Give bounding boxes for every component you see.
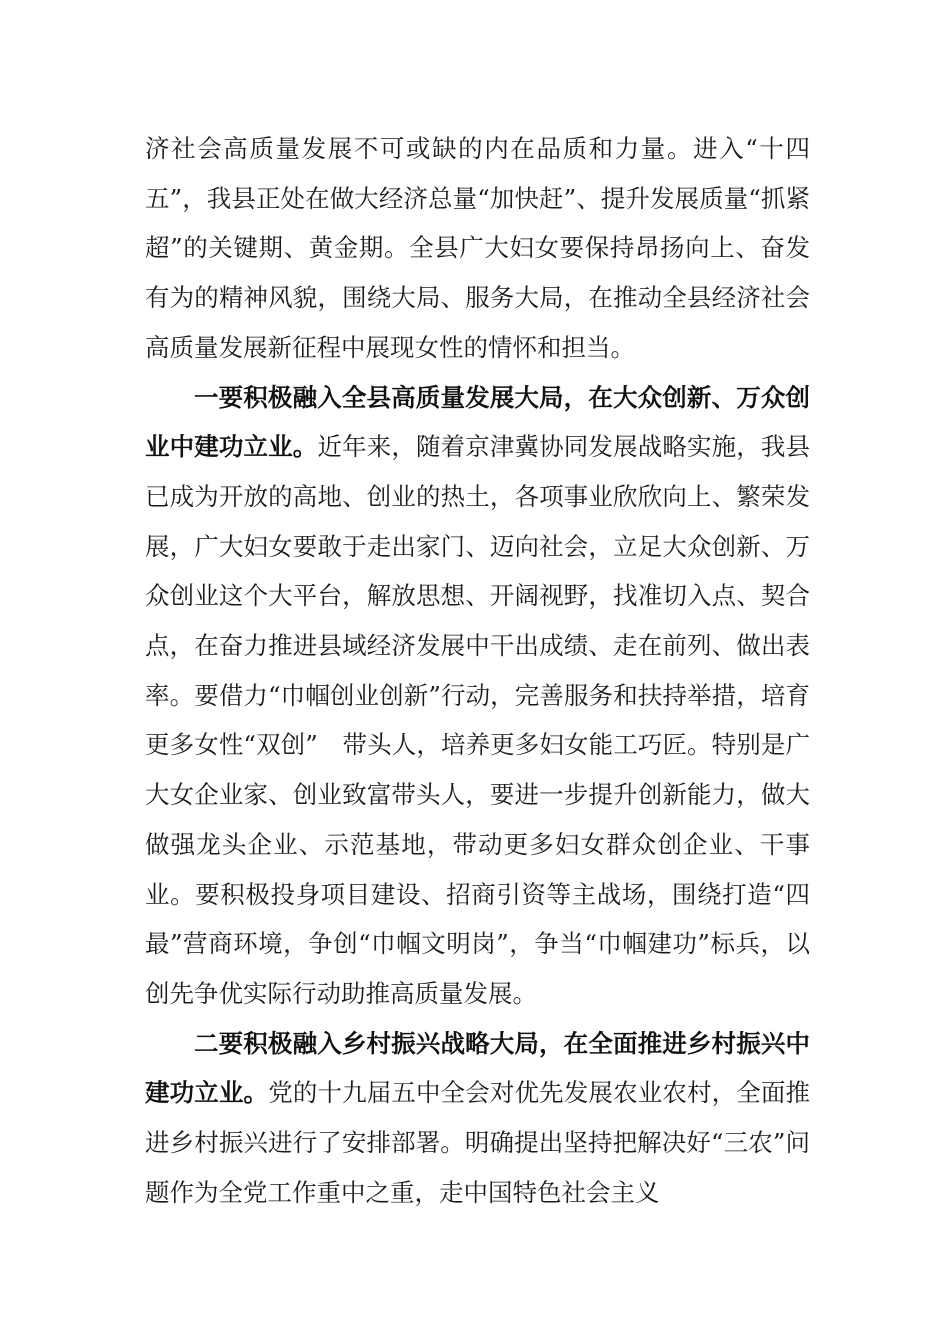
paragraph-2-text: 近年来，随着京津冀协同发展战略实施，我县已成为开放的高地、创业的热土，各项事业欣欣向上、繁荣发展，广大妇女要敢于走出家门、迈向社会，立足大众创新、万众创业这个大平台，解放思想、开阔视野，找准切入点、契合点，在奋力推进县域经济发展中干出成绩、走在前列、做出表率。要借力“巾帼创业创新”行动，完善服务和扶持举措，培育更多女性“双创” 带头人，培养更多妇女能工巧匠。特别是广大女企业家、创业致富带头人，要进一步提升创新能力，做大做强龙头企业、示范基地，带动更多妇女群众创企业、干事业。要积极投身项目建设、招商引资等主战场，围绕打造“四最”营商环境，争创“巾帼文明岗”，争当“巾帼建功”标兵，以创先争优实际行动助推高质量发展。 — [145, 432, 811, 1008]
paragraph-2 — [145, 373, 810, 1019]
paragraph-3-lead: 二要积极融入乡村振兴战略大局，在全面推进乡村振兴中建功立业。 — [145, 1028, 810, 1108]
paragraph-3-text: 党的十九届五中全会对优先发展农业农村，全面推进乡村振兴进行了安排部署。明确提出坚持把解决好“三农”问题作为全党工作重中之重，走中国特色社会主义 — [145, 1078, 811, 1207]
document-body — [145, 124, 810, 1217]
paragraph-1 — [145, 124, 810, 373]
paragraph-2-lead: 一要积极融入全县高质量发展大局，在大众创新、万众创业中建功立业。 — [145, 382, 810, 462]
paragraph-1-text: 济社会高质量发展不可或缺的内在品质和力量。进入“十四五”，我县正处在做大经济总量“加快赶”、提升发展质量“抓紧超”的关键期、黄金期。全县广大妇女要保持昂扬向上、奋发有为的精神风貌，围绕大局、服务大局，在推动全县经济社会高质量发展新征程中展现女性的情怀和担当。 — [145, 134, 810, 362]
paragraph-3 — [145, 1019, 810, 1218]
